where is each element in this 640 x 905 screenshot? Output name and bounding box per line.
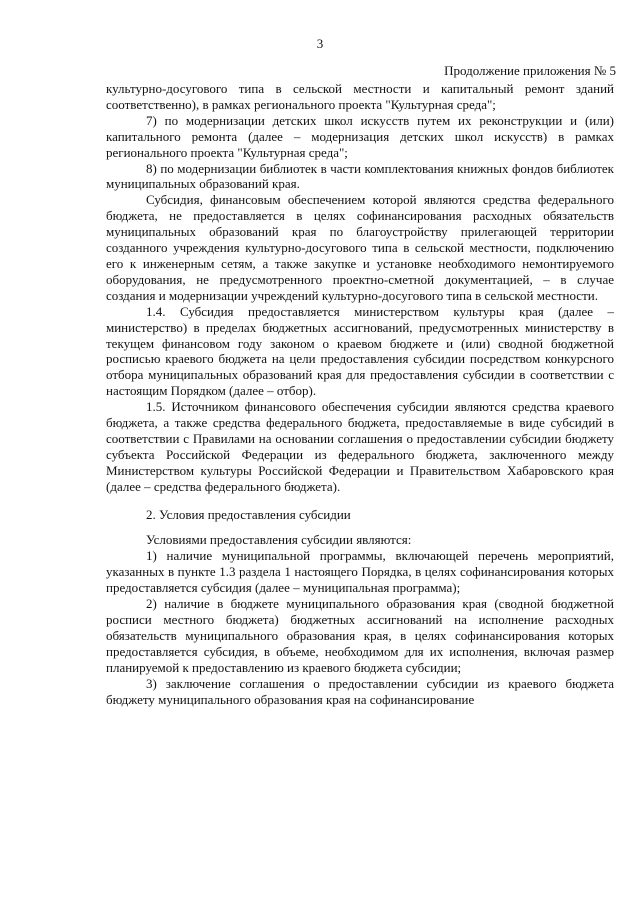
paragraph: 1) наличие муниципальной программы, включающей перечень мероприятий, указанных в пункте 1.3 раздела 1 настоящего Порядка, в целях софинансирования которых предоставляется субсидия (далее – муниципальная программа); (106, 548, 614, 596)
paragraph: 2) наличие в бюджете муниципального образования края (сводной бюджетной росписи местного бюджета) бюджетных ассигнований на исполнение расходных обязательств муниципального образования края, в целях софинансирования которых предоставляется субсидия, в объеме, необходимом для их исполнения, включая размер планируемой к предоставлению из краевого бюджета субсидии; (106, 596, 614, 675)
paragraph: 1.5. Источником финансового обеспечения субсидии являются средства краевого бюджета, а также средства федерального бюджета, предоставляемые в виде субсидий в соответствии с Правилами на основании соглашения о предоставлении субсидии бюджету субъекта Российской Федерации из федерального бюджета, заключенного между Министерством культуры Российской Федерации и Правительством Хабаровского края (далее – средства федерального бюджета). (106, 399, 614, 494)
paragraph: 8) по модернизации библиотек в части комплектования книжных фондов библиотек муниципальных образований края. (106, 160, 614, 192)
section-heading: 2. Условия предоставления субсидии (146, 506, 351, 522)
paragraph: 3) заключение соглашения о предоставлении субсидии из краевого бюджета бюджету муниципального образования края на софинансирование (106, 675, 614, 707)
paragraph: культурно-досугового типа в сельской местности и капитальный ремонт зданий соответственно), в рамках регионального проекта "Культурная среда"; (106, 81, 614, 112)
appendix-continuation-label: Продолжение приложения № 5 (444, 63, 616, 78)
page-number: 3 (316, 36, 324, 51)
paragraph: 1.4. Субсидия предоставляется министерством культуры края (далее – министерство) в пределах бюджетных ассигнований, предусмотренных министерству в текущем финансовом году законом о краевом бюджете и (или) сводной бюджетной росписью краевого бюджета на цели предоставления субсидии посредством конкурсного отбора муниципальных образований края для предоставления субсидии в соответствии с настоящим Порядком (далее – отбор). (106, 303, 614, 399)
paragraph: 7) по модернизации детских школ искусств путем их реконструкции и (или) капитального ремонта (далее – модернизация детских школ искусств) в рамках регионального проекта "Культурная среда"; (106, 112, 614, 160)
document-body (106, 81, 614, 707)
paragraph: Субсидия, финансовым обеспечением которой являются средства федерального бюджета, не предоставляется в целях софинансирования расходных обязательств муниципальных образований края по благоустройству прилегающей территории созданного учреждения культурно-досугового типа в сельской местности, подключению его к инженерным сетям, а также закупке и установке необходимого немонтируемого оборудования, не предусмотренного проектно-сметной документацией, – в случае создания и модернизации учреждений культурно-досугового типа в сельской местности. (106, 192, 614, 303)
paragraph: Условиями предоставления субсидии являются: (146, 532, 412, 548)
